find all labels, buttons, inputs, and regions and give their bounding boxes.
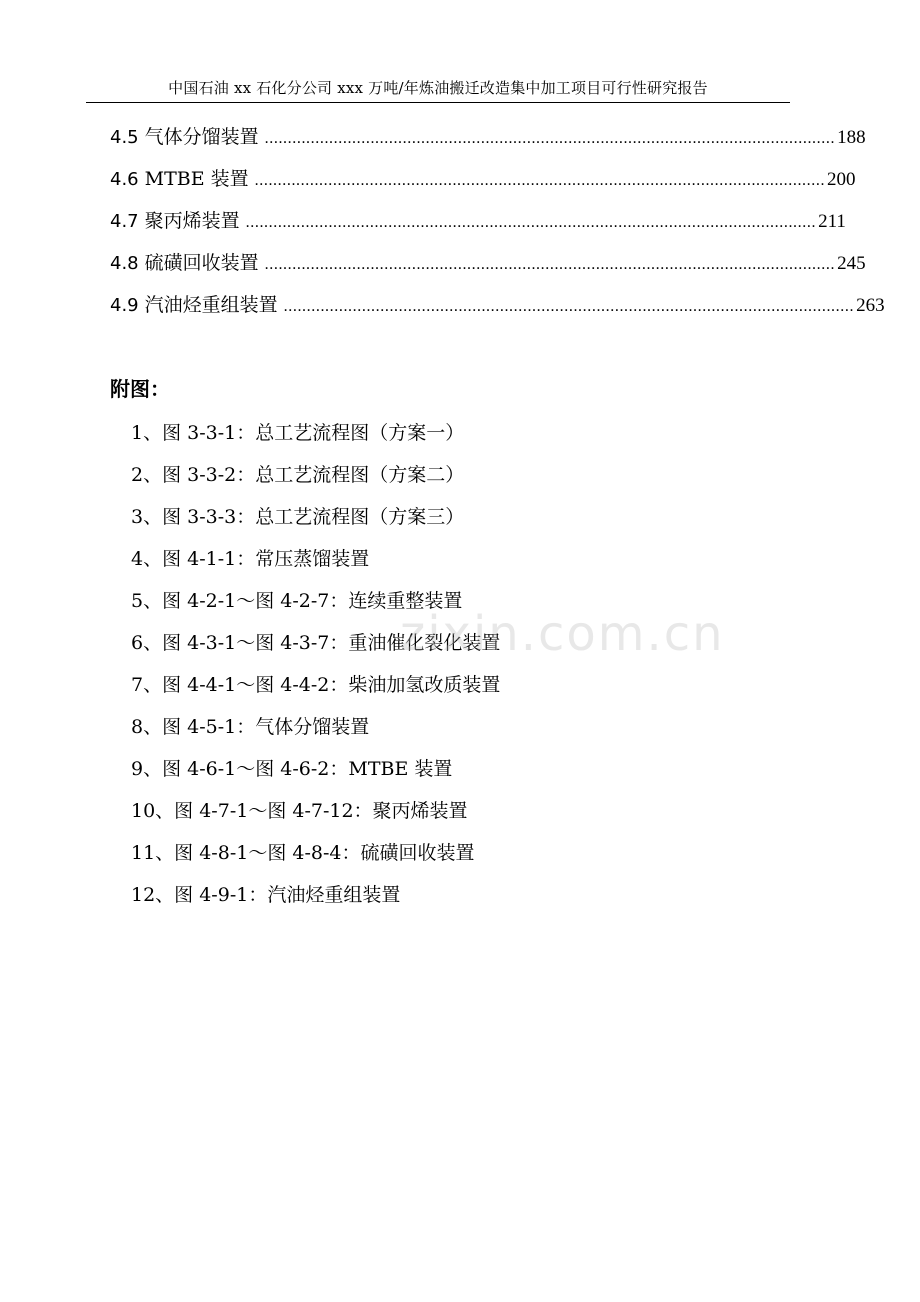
figure-list-item: 8、图 4-5-1：气体分馏装置 [131, 716, 370, 738]
toc-entry-number: 4.8 [110, 253, 139, 274]
toc-entry-number: 4.9 [110, 295, 139, 316]
toc-leader-dots: ............................................................................................................................ [245, 214, 817, 231]
figure-list-item: 10、图 4-7-1～图 4-7-12：聚丙烯装置 [131, 800, 468, 822]
figure-list-item: 9、图 4-6-1～图 4-6-2：MTBE 装置 [131, 758, 453, 780]
toc-entry-page: 211 [818, 211, 846, 232]
toc-entry-page: 200 [827, 169, 856, 190]
toc-entry-title: 硫磺回收装置 [144, 252, 259, 274]
site-watermark: zixin.com.cn [400, 606, 725, 662]
toc-entry-number: 4.6 [110, 169, 139, 190]
toc-entry[interactable] [110, 122, 866, 164]
toc-entry-page: 188 [837, 127, 866, 148]
figure-list-item: 2、图 3-3-2：总工艺流程图（方案二） [131, 464, 465, 486]
toc-entry-title: MTBE 装置 [144, 168, 249, 190]
figure-list-item: 12、图 4-9-1：汽油烃重组装置 [131, 884, 401, 906]
toc-leader-dots: ............................................................................................................................ [264, 130, 836, 147]
figure-list-item: 1、图 3-3-1：总工艺流程图（方案一） [131, 422, 465, 444]
figure-list-item: 3、图 3-3-3：总工艺流程图（方案三） [131, 506, 465, 528]
toc-entry-title: 汽油烃重组装置 [144, 294, 278, 316]
toc-entry-title: 聚丙烯装置 [144, 210, 240, 232]
figure-list-item: 5、图 4-2-1～图 4-2-7：连续重整装置 [131, 590, 463, 612]
toc-entry-number: 4.7 [110, 211, 139, 232]
figure-list-item: 7、图 4-4-1～图 4-4-2：柴油加氢改质装置 [131, 674, 501, 696]
toc-entry-number: 4.5 [110, 127, 139, 148]
toc-entry[interactable] [110, 206, 846, 248]
toc-entry[interactable] [110, 164, 856, 206]
figure-list-item: 11、图 4-8-1～图 4-8-4：硫磺回收装置 [131, 842, 475, 864]
toc-entry-title: 气体分馏装置 [144, 126, 259, 148]
toc-leader-dots: ............................................................................................................................ [264, 256, 836, 273]
figure-list-item: 6、图 4-3-1～图 4-3-7：重油催化裂化装置 [131, 632, 501, 654]
toc-leader-dots: ............................................................................................................................ [254, 172, 826, 189]
toc-entry[interactable] [110, 290, 885, 332]
toc-entry-page: 245 [837, 253, 866, 274]
figures-heading: 附图： [110, 377, 170, 401]
figures-list [131, 418, 771, 922]
figure-list-item: 4、图 4-1-1：常压蒸馏装置 [131, 548, 370, 570]
header-title: 中国石油 xx 石化分公司 xxx 万吨/年炼油搬迁改造集中加工项目可行性研究报告 [168, 79, 708, 97]
toc-leader-dots: ............................................................................................................................ [283, 298, 855, 315]
toc-entry[interactable] [110, 248, 866, 290]
page-header [86, 74, 790, 103]
table-of-contents [110, 122, 885, 332]
toc-entry-page: 263 [856, 295, 885, 316]
